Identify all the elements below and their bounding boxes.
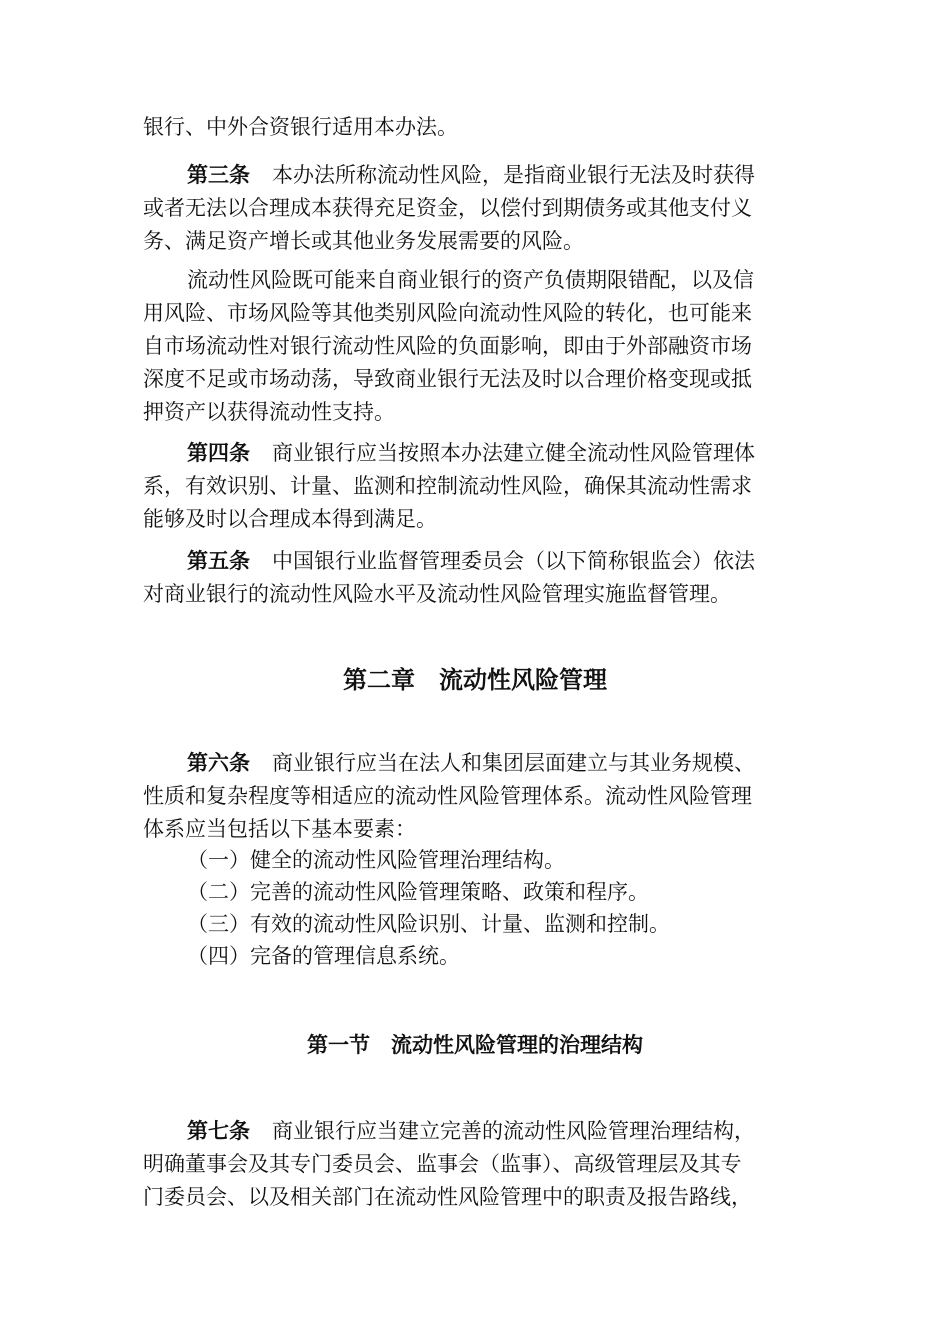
paragraph-line: 对商业银行的流动性风险水平及流动性风险管理实施监督管理。 (143, 582, 731, 606)
paragraph-line: 务、满足资产增长或其他业务发展需要的风险。 (143, 229, 584, 253)
article-4-first-line (187, 440, 755, 466)
article-label: 第三条 (187, 163, 250, 187)
paragraph-line: 银行、中外合资银行适用本办法。 (143, 115, 458, 139)
paragraph-line: 能够及时以合理成本得到满足。 (143, 507, 437, 531)
article-3-first-line (187, 162, 755, 188)
paragraph-line: 门委员会、以及相关部门在流动性风险管理中的职责及报告路线， (143, 1185, 752, 1209)
paragraph-line: 或者无法以合理成本获得充足资金，以偿付到期债务或其他支付义 (143, 196, 752, 220)
paragraph-line: 本办法所称流动性风险，是指商业银行无法及时获得 (272, 163, 755, 187)
paragraph-line: 商业银行应当建立完善的流动性风险管理治理结构， (272, 1119, 755, 1143)
paragraph-line: 自市场流动性对银行流动性风险的负面影响，即由于外部融资市场 (143, 334, 752, 358)
list-item: （二）完善的流动性风险管理策略、政策和程序。 (187, 880, 649, 904)
list-item: （四）完备的管理信息系统。 (187, 944, 460, 968)
paragraph-line: 流动性风险既可能来自商业银行的资产负债期限错配，以及信 (187, 268, 754, 292)
paragraph-line: 明确董事会及其专门委员会、监事会（监事）、高级管理层及其专 (143, 1152, 742, 1176)
article-label: 第四条 (187, 441, 250, 465)
section-heading: 第一节 流动性风险管理的治理结构 (307, 1033, 643, 1057)
article-label: 第七条 (187, 1119, 250, 1143)
paragraph-line: 商业银行应当按照本办法建立健全流动性风险管理体 (272, 441, 755, 465)
article-7-first-line (187, 1118, 755, 1144)
paragraph-line: 押资产以获得流动性支持。 (143, 400, 395, 424)
article-label: 第六条 (187, 751, 250, 775)
paragraph-line: 商业银行应当在法人和集团层面建立与其业务规模、 (272, 751, 755, 775)
article-label: 第五条 (187, 549, 250, 573)
list-item: （三）有效的流动性风险识别、计量、监测和控制。 (187, 912, 670, 936)
list-item: （一）健全的流动性风险管理治理结构。 (187, 848, 565, 872)
paragraph-line: 体系应当包括以下基本要素： (143, 817, 416, 841)
paragraph-line: 中国银行业监督管理委员会（以下简称银监会）依法 (272, 549, 755, 573)
chapter-heading: 第二章 流动性风险管理 (343, 666, 607, 694)
paragraph-line: 深度不足或市场动荡，导致商业银行无法及时以合理价格变现或抵 (143, 367, 752, 391)
article-5-first-line (187, 548, 755, 574)
paragraph-line: 性质和复杂程度等相适应的流动性风险管理体系。流动性风险管理 (143, 784, 752, 808)
paragraph-line: 用风险、市场风险等其他类别风险向流动性风险的转化，也可能来 (143, 301, 752, 325)
paragraph-line: 系，有效识别、计量、监测和控制流动性风险，确保其流动性需求 (143, 474, 752, 498)
article-6-first-line (187, 750, 755, 776)
